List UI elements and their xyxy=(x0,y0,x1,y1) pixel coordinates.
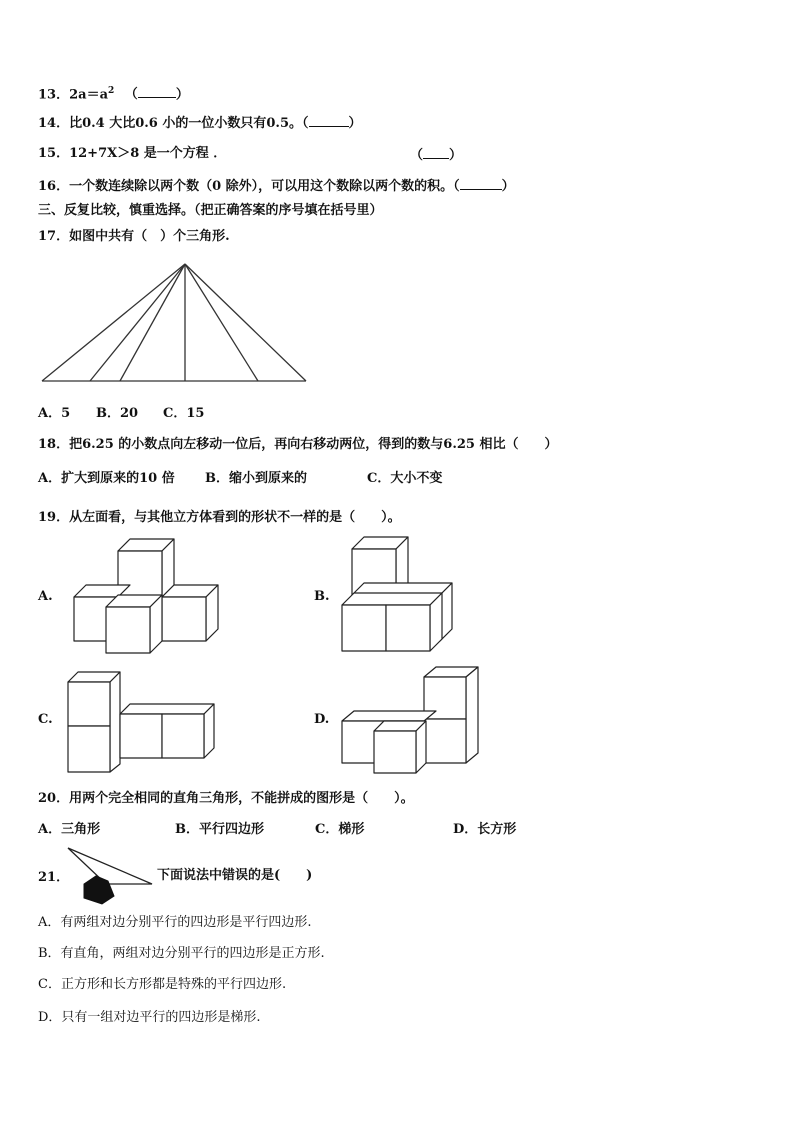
q17-triangle-figure xyxy=(40,262,310,384)
section-3-heading: 三、反复比较，慎重选择。（把正确答案的序号填在括号里） xyxy=(38,203,383,218)
q15-paren-close: ） xyxy=(449,148,463,163)
q14-answer-blank[interactable] xyxy=(309,114,349,127)
q21-prompt: 下面说法中错误的是( ) xyxy=(157,868,313,883)
q19-cube-figure-a xyxy=(70,535,230,655)
q15-answer-blank[interactable] xyxy=(423,146,449,159)
q19-label-b[interactable]: B. xyxy=(314,589,330,604)
question-17: 17．如图中共有（ ）个三角形. xyxy=(38,229,230,244)
q19-label-a[interactable]: A. xyxy=(38,589,53,604)
q15-text: 12+7X＞8 是一个方程 ． xyxy=(69,146,227,161)
q16-answer-blank[interactable] xyxy=(460,177,502,190)
question-20: 20．用两个完全相同的直角三角形，不能拼成的图形是（ ）。 xyxy=(38,791,414,806)
q17-option-a[interactable]: A．5 xyxy=(38,406,71,421)
q20-option-b[interactable]: B．平行四边形 xyxy=(175,822,264,837)
q13-number: 13． xyxy=(38,87,70,103)
question-18: 18．把6.25 的小数点向左移动一位后，再向右移动两位，得到的数与6.25 相比（ ） xyxy=(38,437,558,452)
q19-cube-figure-c xyxy=(64,668,224,778)
q21-option-a[interactable]: A．有两组对边分别平行的四边形是平行四边形. xyxy=(38,915,312,930)
q13-answer-blank[interactable] xyxy=(138,85,176,98)
q14-text: 比0.4 大比0.6 小的一位小数只有0.5。（ xyxy=(69,116,309,131)
q21-number: 21． xyxy=(38,870,70,885)
q20-option-a[interactable]: A．三角形 xyxy=(38,822,101,837)
q19-label-d[interactable]: D. xyxy=(314,712,330,727)
q19-cube-figure-d xyxy=(338,665,488,780)
q19-label-c[interactable]: C. xyxy=(38,712,53,727)
q14-paren-close: ） xyxy=(348,116,362,131)
q16-paren-close: ） xyxy=(501,179,515,194)
question-14 xyxy=(38,114,362,132)
q15-number: 15． xyxy=(38,146,70,161)
q20-option-c[interactable]: C．梯形 xyxy=(315,822,365,837)
q21-option-d[interactable]: D．只有一组对边平行的四边形是梯形. xyxy=(38,1010,261,1025)
q13-expression: 2a＝a xyxy=(69,87,108,103)
q13-paren-close: ） xyxy=(175,87,189,103)
q16-text: 一个数连续除以两个数（0 除外），可以用这个数除以两个数的积。（ xyxy=(69,179,460,194)
q17-option-b[interactable]: B．20 xyxy=(96,406,139,421)
question-15 xyxy=(38,146,226,162)
q21-option-b[interactable]: B．有直角，两组对边分别平行的四边形是正方形. xyxy=(38,946,325,961)
q17-option-c[interactable]: C．15 xyxy=(163,406,205,421)
q21-option-c[interactable]: C．正方形和长方形都是特殊的平行四边形. xyxy=(38,977,287,992)
q13-superscript: 2 xyxy=(108,86,115,96)
q18-option-c[interactable]: C．大小不变 xyxy=(367,471,443,486)
q18-option-b[interactable]: B．缩小到原来的 xyxy=(205,471,307,486)
q18-option-a[interactable]: A．扩大到原来的10 倍 xyxy=(38,471,175,486)
q15-answer-paren xyxy=(410,146,462,164)
q14-number: 14． xyxy=(38,116,70,131)
question-13 xyxy=(38,83,189,103)
q16-number: 16． xyxy=(38,179,70,194)
question-16 xyxy=(38,177,515,195)
q19-cube-figure-b xyxy=(338,535,458,655)
q20-option-d[interactable]: D．长方形 xyxy=(453,822,517,837)
q21-triangle-figure xyxy=(66,846,156,908)
q15-paren-open: （ xyxy=(410,148,424,163)
q13-paren-open: （ xyxy=(124,87,138,103)
question-19: 19．从左面看，与其他立方体看到的形状不一样的是（ ）。 xyxy=(38,510,401,525)
